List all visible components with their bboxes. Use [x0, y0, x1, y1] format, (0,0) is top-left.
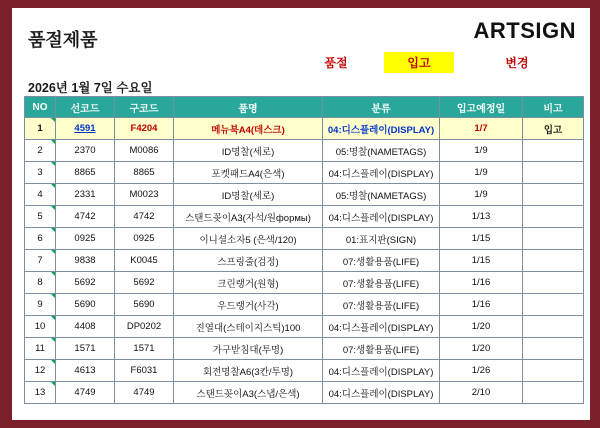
status-tab-instock[interactable]: 입고: [384, 52, 454, 73]
col-header-cat: 분류: [323, 97, 440, 118]
cell-no: 5: [25, 206, 56, 228]
cell-code: K0045: [115, 250, 174, 272]
cell-name: 이니셜소자5 (은색/120): [174, 228, 323, 250]
cell-line[interactable]: 1571: [56, 338, 115, 360]
cell-no: 3: [25, 162, 56, 184]
cell-name: 메뉴북A4(데스크): [174, 118, 323, 140]
cell-date: 1/13: [440, 206, 523, 228]
date-label: 2026년 1월 7일 수요일: [28, 81, 153, 95]
cell-code: F6031: [115, 360, 174, 382]
cell-line[interactable]: 5692: [56, 272, 115, 294]
cell-date: 2/10: [440, 382, 523, 404]
cell-memo: [523, 140, 584, 162]
table-row[interactable]: [25, 206, 584, 228]
cell-line[interactable]: 2370: [56, 140, 115, 162]
cell-code: 0925: [115, 228, 174, 250]
cell-memo: [523, 382, 584, 404]
table-row[interactable]: [25, 294, 584, 316]
cell-no: 13: [25, 382, 56, 404]
col-header-line: 선코드: [56, 97, 115, 118]
cell-line[interactable]: 9838: [56, 250, 115, 272]
cell-line[interactable]: 4408: [56, 316, 115, 338]
cell-name: 포켓패드A4(은색): [174, 162, 323, 184]
cell-code: 4742: [115, 206, 174, 228]
cell-no: 8: [25, 272, 56, 294]
col-header-no: NO: [25, 97, 56, 118]
cell-category: 05:명찰(NAMETAGS): [323, 184, 440, 206]
table-row[interactable]: [25, 162, 584, 184]
cell-no: 1: [25, 118, 56, 140]
cell-name: 크린랭거(원형): [174, 272, 323, 294]
cell-category: 07:생활용품(LIFE): [323, 294, 440, 316]
cell-memo: [523, 360, 584, 382]
cell-name: 스탠드꽂이A3(자석/원формы): [174, 206, 323, 228]
cell-line[interactable]: 5690: [56, 294, 115, 316]
cell-line[interactable]: 4749: [56, 382, 115, 404]
table-row[interactable]: [25, 118, 584, 140]
cell-memo: 입고: [523, 118, 584, 140]
cell-line[interactable]: 4742: [56, 206, 115, 228]
cell-date: 1/9: [440, 184, 523, 206]
cell-category: 04:디스플레이(DISPLAY): [323, 316, 440, 338]
cell-line[interactable]: 4591: [56, 118, 115, 140]
cell-date: 1/15: [440, 228, 523, 250]
cell-memo: [523, 184, 584, 206]
cell-no: 11: [25, 338, 56, 360]
cell-name: ID명찰(세로): [174, 140, 323, 162]
cell-code: 1571: [115, 338, 174, 360]
cell-category: 07:생활용품(LIFE): [323, 338, 440, 360]
cell-line[interactable]: 2331: [56, 184, 115, 206]
frame-top-border: [0, 0, 600, 8]
cell-no: 10: [25, 316, 56, 338]
cell-code: F4204: [115, 118, 174, 140]
col-header-code: 구코드: [115, 97, 174, 118]
cell-no: 7: [25, 250, 56, 272]
cell-name: 가구받침대(투명): [174, 338, 323, 360]
cell-name: ID명찰(세로): [174, 184, 323, 206]
cell-date: 1/15: [440, 250, 523, 272]
cell-code: M0023: [115, 184, 174, 206]
table-row[interactable]: [25, 140, 584, 162]
cell-line[interactable]: 8865: [56, 162, 115, 184]
cell-no: 9: [25, 294, 56, 316]
cell-name: 진열대(스테이지스틱)100: [174, 316, 323, 338]
cell-date: 1/9: [440, 140, 523, 162]
cell-category: 04:디스플레이(DISPLAY): [323, 206, 440, 228]
cell-date: 1/20: [440, 338, 523, 360]
cell-code: M0086: [115, 140, 174, 162]
cell-name: 회전명찰A6(3칸/투명): [174, 360, 323, 382]
cell-category: 04:디스플레이(DISPLAY): [323, 360, 440, 382]
cell-line[interactable]: 0925: [56, 228, 115, 250]
cell-code: 8865: [115, 162, 174, 184]
cell-category: 01:표지판(SIGN): [323, 228, 440, 250]
cell-code: 5690: [115, 294, 174, 316]
cell-line[interactable]: 4613: [56, 360, 115, 382]
status-tab-soldout[interactable]: 품절: [324, 56, 348, 70]
cell-memo: [523, 272, 584, 294]
cell-memo: [523, 294, 584, 316]
cell-name: 스프링줄(검정): [174, 250, 323, 272]
status-tab-change[interactable]: 변경: [505, 56, 529, 70]
cell-memo: [523, 162, 584, 184]
table-row[interactable]: [25, 272, 584, 294]
table-body: [25, 118, 584, 404]
brand-logo: ARTSIGN: [473, 18, 576, 43]
cell-name: 스탠드꽂이A3(스냅/은색): [174, 382, 323, 404]
cell-no: 4: [25, 184, 56, 206]
product-table: [24, 96, 584, 404]
col-header-name: 품명: [174, 97, 323, 118]
cell-date: 1/7: [440, 118, 523, 140]
cell-code: 5692: [115, 272, 174, 294]
cell-date: 1/9: [440, 162, 523, 184]
cell-date: 1/16: [440, 294, 523, 316]
cell-category: 04:디스플레이(DISPLAY): [323, 382, 440, 404]
cell-category: 04:디스플레이(DISPLAY): [323, 118, 440, 140]
cell-memo: [523, 250, 584, 272]
table-row[interactable]: [25, 250, 584, 272]
status-tab-group: [306, 52, 566, 72]
cell-memo: [523, 206, 584, 228]
cell-date: 1/16: [440, 272, 523, 294]
table-row[interactable]: [25, 316, 584, 338]
cell-date: 1/20: [440, 316, 523, 338]
cell-memo: [523, 228, 584, 250]
table-row[interactable]: [25, 228, 584, 250]
page-title: 품절제품: [28, 30, 98, 50]
table-row[interactable]: [25, 184, 584, 206]
cell-memo: [523, 316, 584, 338]
cell-memo: [523, 338, 584, 360]
cell-category: 07:생활용품(LIFE): [323, 272, 440, 294]
table-row[interactable]: [25, 338, 584, 360]
col-header-date: 입고예정일: [440, 97, 523, 118]
cell-code: 4749: [115, 382, 174, 404]
table-row[interactable]: [25, 360, 584, 382]
cell-date: 1/26: [440, 360, 523, 382]
table-header-row: [25, 97, 584, 118]
frame-right-border: [590, 0, 600, 428]
cell-no: 12: [25, 360, 56, 382]
cell-category: 05:명찰(NAMETAGS): [323, 140, 440, 162]
cell-category: 04:디스플레이(DISPLAY): [323, 162, 440, 184]
frame-left-border: [0, 0, 12, 428]
cell-no: 2: [25, 140, 56, 162]
cell-name: 우드랭거(사각): [174, 294, 323, 316]
frame-bottom-border: [0, 420, 600, 428]
cell-no: 6: [25, 228, 56, 250]
col-header-memo: 비고: [523, 97, 584, 118]
cell-category: 07:생활용품(LIFE): [323, 250, 440, 272]
cell-code: DP0202: [115, 316, 174, 338]
table-row[interactable]: [25, 382, 584, 404]
